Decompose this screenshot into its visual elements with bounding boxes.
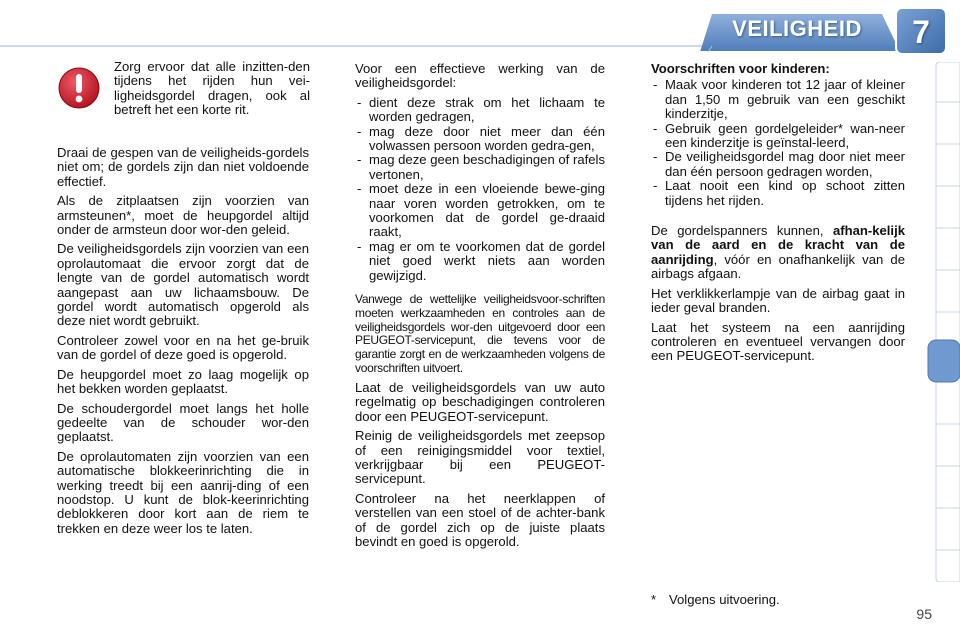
paragraph: Reinig de veiligheidsgordels met zeepsop of een reinigingsmiddel voor textiel, verkrijgbaar bij een PEUGEOT-servicepunt. <box>355 428 605 487</box>
exclamation-warning-icon <box>57 66 101 110</box>
paragraph: De heupgordel moet zo laag mogelijk op het bekken worden geplaatst. <box>57 366 309 397</box>
footnote-text: Volgens uitvoering. <box>669 592 780 607</box>
list-item: - Gebruik geen gordelgeleider* wan-neer een kinderzitje is geïnstal-leerd, <box>651 122 905 151</box>
chapter-tabs <box>926 62 960 582</box>
column-middle <box>355 62 605 554</box>
footnote-marker: * <box>651 592 657 607</box>
page-number: 95 <box>916 606 932 622</box>
list-item: - dient deze strak om het lichaam te worden gedragen, <box>355 96 605 125</box>
paragraph: Draai de gespen van de veiligheids-gordels niet om; de gordels zijn dan niet voldoende effectief. <box>57 145 309 189</box>
paragraph: Het verklikkerlampje van de airbag gaat in ieder geval branden. <box>651 285 905 316</box>
dash-list <box>651 78 905 208</box>
paragraph: Voor een effectieve werking van de veiligheidsgordel: <box>355 61 605 91</box>
list-item: - De veiligheidsgordel mag door niet meer dan één persoon gedragen worden, <box>651 150 905 179</box>
column-left <box>57 146 309 541</box>
paragraph: Laat de veiligheidsgordels van uw auto regelmatig op beschadigingen controleren door een PEUGEOT-servicepunt. <box>355 379 605 424</box>
list-item: - mag er om te voorkomen dat de gordel niet goed werkt niets aan worden gewijzigd. <box>355 240 605 283</box>
legal-note: Vanwege de wettelijke veiligheidsvoor-schriften moeten werkzaamheden en controles aan de veiligheidsgordels wor-den uitgevoerd door een PEUGEOT-servicepunt, die tevens voor de garantie zorgt en de werkzaamheden volgens de voorschriften uitvoert. <box>355 292 605 376</box>
list-item: - moet deze in een vloeiende bewe-ging naar voren worden getrokken, om te voorkomen dat de gordel ge-draaid raakt, <box>355 182 605 240</box>
emphasis-text: afhan-kelijk van de aard en de kracht van de aanrijding <box>651 223 905 267</box>
column-right <box>651 62 905 369</box>
chapter-title: VEILIGHEID <box>732 16 862 41</box>
paragraph <box>651 224 905 282</box>
chapter-header <box>0 0 960 60</box>
warning-text: Zorg ervoor dat alle inzitten-den tijdens het rijden hun vei-ligheidsgordel dragen, ook al betreft het een korte rit. <box>114 59 310 118</box>
paragraph: De oprolautomaten zijn voorzien van een automatische blokkeerinrichting die in werking treedt bij een aanrij-ding of een noodstop. U kunt de blok-keerinrichting deblokkeren door kort aan de riem te trekken en deze weer los te laten. <box>57 448 309 536</box>
paragraph: Controleer na het neerklappen of verstellen van een stoel of de achter-bank of de gordel zich op de juiste plaats bevindt en goed is opgerold. <box>355 490 605 549</box>
paragraph: Laat het systeem na een aanrijding controleren en eventueel vervangen door een PEUGEOT-servicepunt. <box>651 319 905 364</box>
paragraph: De veiligheidsgordels zijn voorzien van een oprolautomaat die ervoor zorgt dat de lengte van de gordel automatisch wordt aangepast aan uw lichaamsbouw. De gordel wordt automatisch opgerold als deze niet wordt gebruikt. <box>57 241 309 329</box>
chapter-number: 7 <box>912 14 930 50</box>
list-item: - Maak voor kinderen tot 12 jaar of kleiner dan 1,50 m gebruik van een geschikt kinderzitje, <box>651 78 905 121</box>
chapter-tabs-graphic <box>926 62 960 582</box>
dash-list <box>355 96 605 283</box>
paragraph: De schoudergordel moet langs het holle gedeelte van de schouder wor-den geplaatst. <box>57 400 309 445</box>
list-item: - mag deze door niet meer dan één volwassen persoon worden gedra-gen, <box>355 125 605 154</box>
paragraph-text: De gordelspanners kunnen, <box>651 223 833 239</box>
paragraph: Als de zitplaatsen zijn voorzien van armsteunen*, moet de heupgordel altijd onder de armsteun door wor-den geleid. <box>57 193 309 238</box>
footnote <box>651 592 851 607</box>
paragraph: Controleer zowel voor en na het ge-bruik van de gordel of deze goed is opgerold. <box>57 332 309 363</box>
paragraph-text: , vóór en onafhankelijk van de airbags afgaan. <box>651 251 905 282</box>
section-heading: Voorschriften voor kinderen: <box>651 61 830 76</box>
list-item: - mag deze geen beschadigingen of rafels vertonen, <box>355 153 605 182</box>
list-item: - Laat nooit een kind op schoot zitten tijdens het rijden. <box>651 179 905 208</box>
